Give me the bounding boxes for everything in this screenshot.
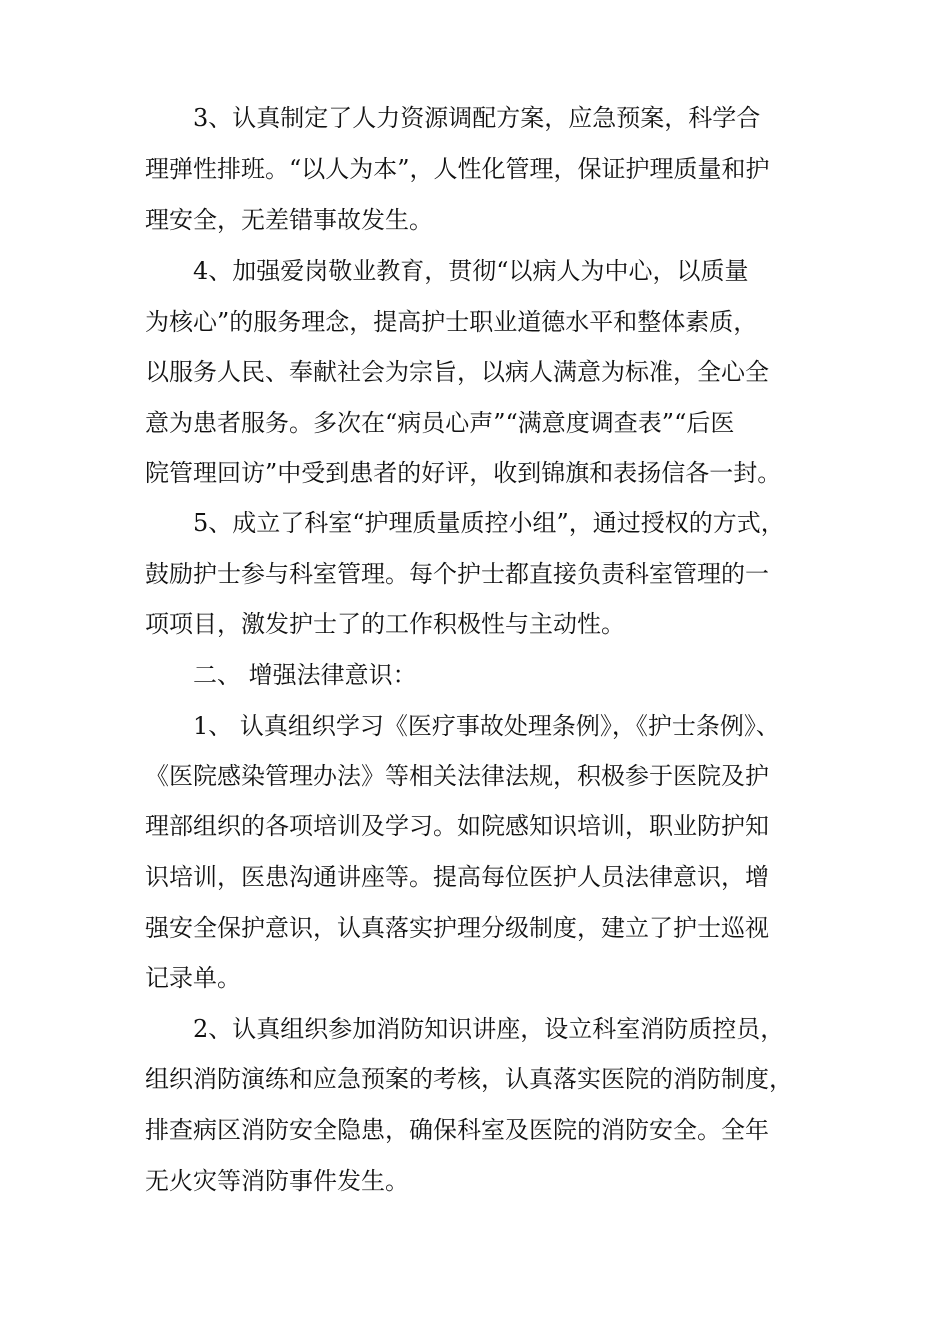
text-line-11: 项项目，激发护士了的工作积极性与主动性。 [145, 610, 625, 638]
text-line-10: 鼓励护士参与科室管理。每个护士都直接负责科室管理的一 [145, 560, 769, 588]
text-line-6: 以服务人民、奉献社会为宗旨，以病人满意为标准，全心全 [145, 358, 769, 386]
text-line-18: 记录单。 [145, 964, 241, 992]
text-line-20: 组织消防演练和应急预案的考核，认真落实医院的消防制度， [145, 1065, 793, 1093]
text-line-7: 意为患者服务。多次在“病员心声”“满意度调查表”“后医 [145, 409, 735, 437]
text-line-4: 4、加强爱岗敬业教育，贯彻“以病人为中心，以质量 [193, 257, 749, 285]
text-line-3: 理安全，无差错事故发生。 [145, 206, 433, 234]
text-line-9: 5、成立了科室“护理质量质控小组”，通过授权的方式， [193, 509, 785, 537]
text-line-14: 《医院感染管理办法》等相关法律法规，积极参于医院及护 [145, 762, 769, 790]
text-line-22: 无火灾等消防事件发生。 [145, 1167, 409, 1195]
text-line-15: 理部组织的各项培训及学习。如院感知识培训，职业防护知 [145, 812, 769, 840]
text-line-16: 识培训，医患沟通讲座等。提高每位医护人员法律意识，增 [145, 863, 769, 891]
text-line-17: 强安全保护意识，认真落实护理分级制度，建立了护士巡视 [145, 914, 769, 942]
text-line-1: 3、认真制定了人力资源调配方案，应急预案，科学合 [193, 104, 761, 132]
text-line-21: 排查病区消防安全隐患，确保科室及医院的消防安全。全年 [145, 1116, 769, 1144]
text-line-8: 院管理回访”中受到患者的好评，收到锦旗和表扬信各一封。 [145, 459, 782, 487]
text-line-13: 1、 认真组织学习《医疗事故处理条例》，《护士条例》、 [193, 712, 780, 740]
text-line-2: 理弹性排班。“以人为本”，人性化管理，保证护理质量和护 [145, 155, 770, 183]
text-line-5: 为核心”的服务理念，提高护士职业道德水平和整体素质， [145, 308, 758, 336]
section-heading-legal-awareness: 二、 增强法律意识： [193, 661, 417, 689]
text-line-19: 2、认真组织参加消防知识讲座，设立科室消防质控员， [193, 1015, 785, 1043]
